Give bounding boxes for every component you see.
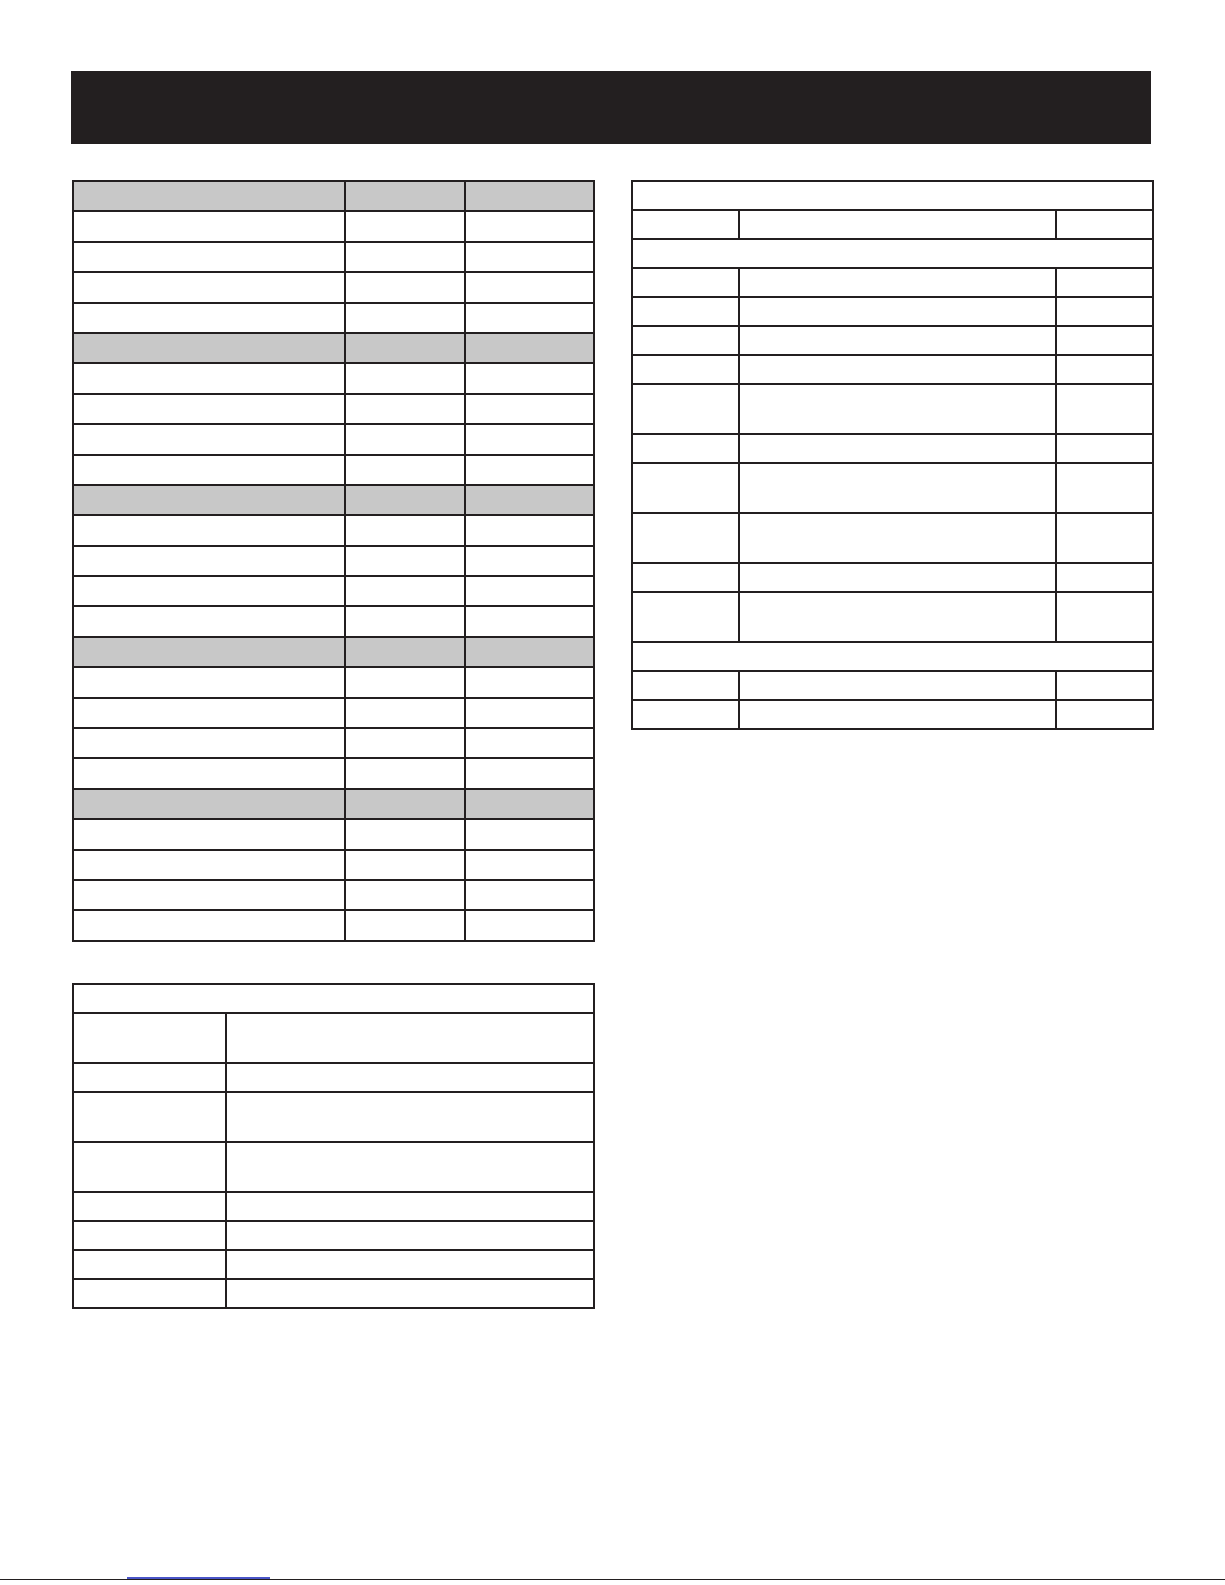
table-section-header (73, 789, 594, 819)
table-cell (465, 819, 594, 849)
table-cell (465, 455, 594, 485)
table-row (73, 910, 594, 940)
table-group-row (632, 642, 1153, 671)
table-row (73, 1192, 594, 1221)
table-cell (73, 181, 345, 211)
table-cell (632, 297, 739, 326)
table-row (632, 297, 1153, 326)
table-row (632, 700, 1153, 729)
table-row (73, 242, 594, 272)
table-cell (73, 789, 345, 819)
footer-link[interactable] (127, 1577, 270, 1579)
table-row (73, 455, 594, 485)
table-cell (465, 333, 594, 363)
table-cell (73, 880, 345, 910)
table-row (73, 1013, 594, 1063)
table-cell (73, 1221, 226, 1250)
table-row (73, 303, 594, 333)
table-cell (226, 1013, 594, 1063)
table-row (73, 850, 594, 880)
table-cell (1056, 463, 1153, 513)
table-cell (1056, 297, 1153, 326)
table-cell (345, 424, 465, 454)
table-cell (73, 1092, 226, 1142)
table-cell (345, 576, 465, 606)
table-cell (73, 850, 345, 880)
table-cell (739, 297, 1056, 326)
table-cell (632, 563, 739, 592)
table-cell (73, 242, 345, 272)
table-cell (345, 515, 465, 545)
table-cell (465, 667, 594, 697)
table-cell (73, 667, 345, 697)
table-cell (465, 485, 594, 515)
table-row (73, 515, 594, 545)
table-row (73, 272, 594, 302)
table-cell (345, 272, 465, 302)
table-cell (632, 384, 739, 434)
table-row (73, 576, 594, 606)
table-cell (73, 1192, 226, 1221)
table-cell (465, 910, 594, 940)
table-cell (73, 1013, 226, 1063)
table-cell (345, 181, 465, 211)
table-row (632, 355, 1153, 384)
table-row (73, 1279, 594, 1308)
table-row (73, 667, 594, 697)
table-row (73, 606, 594, 636)
table-cell (73, 272, 345, 302)
table-cell (465, 606, 594, 636)
table-cell (73, 1063, 226, 1092)
table-cell (1056, 326, 1153, 355)
table-cell (465, 272, 594, 302)
table-cell (632, 513, 739, 563)
table-row (73, 1142, 594, 1192)
table-cell (632, 463, 739, 513)
table-cell (465, 303, 594, 333)
table-cell (739, 671, 1056, 700)
table-header-row (632, 210, 1153, 239)
table-cell (226, 1279, 594, 1308)
column-header (1056, 210, 1153, 239)
table-cell (73, 211, 345, 241)
table-cell (1056, 384, 1153, 434)
table-title-row (632, 181, 1153, 210)
table-row (632, 434, 1153, 463)
table-row (73, 424, 594, 454)
table-cell (73, 303, 345, 333)
table-cell (73, 758, 345, 788)
table-cell (465, 211, 594, 241)
footer-divider (0, 1579, 1225, 1580)
table-cell (345, 606, 465, 636)
table-row (73, 819, 594, 849)
table-cell (345, 394, 465, 424)
table-cell (1056, 355, 1153, 384)
table-cell (73, 910, 345, 940)
table-cell (345, 455, 465, 485)
group-title (632, 239, 1153, 268)
table-cell (465, 789, 594, 819)
table-cell (73, 698, 345, 728)
table-row (632, 513, 1153, 563)
table-cell (345, 485, 465, 515)
table-cell (632, 326, 739, 355)
table-cell (465, 758, 594, 788)
table-cell (73, 546, 345, 576)
table-cell (73, 394, 345, 424)
table-cell (226, 1192, 594, 1221)
table-row (73, 1250, 594, 1279)
table-cell (73, 606, 345, 636)
table-cell (73, 1142, 226, 1192)
table-cell (739, 384, 1056, 434)
table-cell (345, 819, 465, 849)
table-cell (1056, 592, 1153, 642)
table-cell (345, 910, 465, 940)
table-cell (226, 1221, 594, 1250)
table-cell (739, 434, 1056, 463)
table-section-header (73, 333, 594, 363)
table-row (632, 592, 1153, 642)
table-cell (226, 1092, 594, 1142)
specifications-table (72, 180, 595, 942)
table-cell (345, 758, 465, 788)
table-cell (465, 637, 594, 667)
parts-table (72, 983, 595, 1309)
table-cell (345, 850, 465, 880)
column-header (632, 210, 739, 239)
table-title (632, 181, 1153, 210)
table-cell (73, 333, 345, 363)
table-row (73, 698, 594, 728)
table-row (632, 268, 1153, 297)
table-cell (226, 1063, 594, 1092)
table-cell (465, 850, 594, 880)
table-cell (345, 667, 465, 697)
table-cell (345, 303, 465, 333)
table-cell (73, 363, 345, 393)
table-row (73, 880, 594, 910)
table-row (73, 1092, 594, 1142)
table-cell (73, 576, 345, 606)
table-cell (1056, 563, 1153, 592)
table-cell (1056, 513, 1153, 563)
table-cell (73, 637, 345, 667)
table-section-header (73, 485, 594, 515)
table-cell (739, 592, 1056, 642)
table-cell (345, 728, 465, 758)
table-cell (73, 728, 345, 758)
table-cell (226, 1250, 594, 1279)
table-cell (345, 880, 465, 910)
table-cell (226, 1142, 594, 1192)
table-cell (1056, 671, 1153, 700)
table-row (632, 463, 1153, 513)
table-cell (739, 513, 1056, 563)
table-row (632, 326, 1153, 355)
group-title (632, 642, 1153, 671)
table-cell (739, 700, 1056, 729)
table-row (73, 211, 594, 241)
table-cell (632, 434, 739, 463)
table-cell (739, 355, 1056, 384)
table-cell (1056, 434, 1153, 463)
table-cell (465, 363, 594, 393)
table-cell (345, 211, 465, 241)
table-cell (465, 698, 594, 728)
table-cell (465, 242, 594, 272)
table-cell (465, 546, 594, 576)
table-row (73, 728, 594, 758)
accessory-table (631, 180, 1154, 730)
table-cell (73, 424, 345, 454)
table-group-row (632, 239, 1153, 268)
table-row (73, 1063, 594, 1092)
table-cell (345, 333, 465, 363)
table-cell (1056, 268, 1153, 297)
table-cell (345, 789, 465, 819)
table-row (73, 394, 594, 424)
table-cell (739, 326, 1056, 355)
table-cell (632, 355, 739, 384)
table-cell (345, 637, 465, 667)
table-cell (739, 563, 1056, 592)
table-section-header (73, 181, 594, 211)
table-section-header (73, 637, 594, 667)
table-cell (465, 424, 594, 454)
table-cell (465, 728, 594, 758)
table-cell (465, 181, 594, 211)
table-cell (345, 698, 465, 728)
table-cell (632, 700, 739, 729)
table-row (632, 563, 1153, 592)
table-title-row (73, 984, 594, 1013)
table-cell (345, 546, 465, 576)
table-cell (73, 819, 345, 849)
table-title (73, 984, 594, 1013)
table-cell (739, 463, 1056, 513)
table-cell (632, 592, 739, 642)
table-cell (739, 268, 1056, 297)
table-row (73, 758, 594, 788)
table-row (73, 546, 594, 576)
table-cell (465, 576, 594, 606)
column-header (739, 210, 1056, 239)
table-cell (632, 671, 739, 700)
table-cell (1056, 700, 1153, 729)
table-cell (632, 268, 739, 297)
table-cell (465, 394, 594, 424)
table-cell (345, 363, 465, 393)
table-cell (73, 1250, 226, 1279)
table-cell (465, 515, 594, 545)
table-row (73, 1221, 594, 1250)
table-cell (73, 455, 345, 485)
table-row (632, 384, 1153, 434)
table-row (632, 671, 1153, 700)
table-cell (465, 880, 594, 910)
table-cell (73, 1279, 226, 1308)
page-title-bar (71, 71, 1151, 144)
table-cell (345, 242, 465, 272)
table-cell (73, 515, 345, 545)
table-row (73, 363, 594, 393)
table-cell (73, 485, 345, 515)
